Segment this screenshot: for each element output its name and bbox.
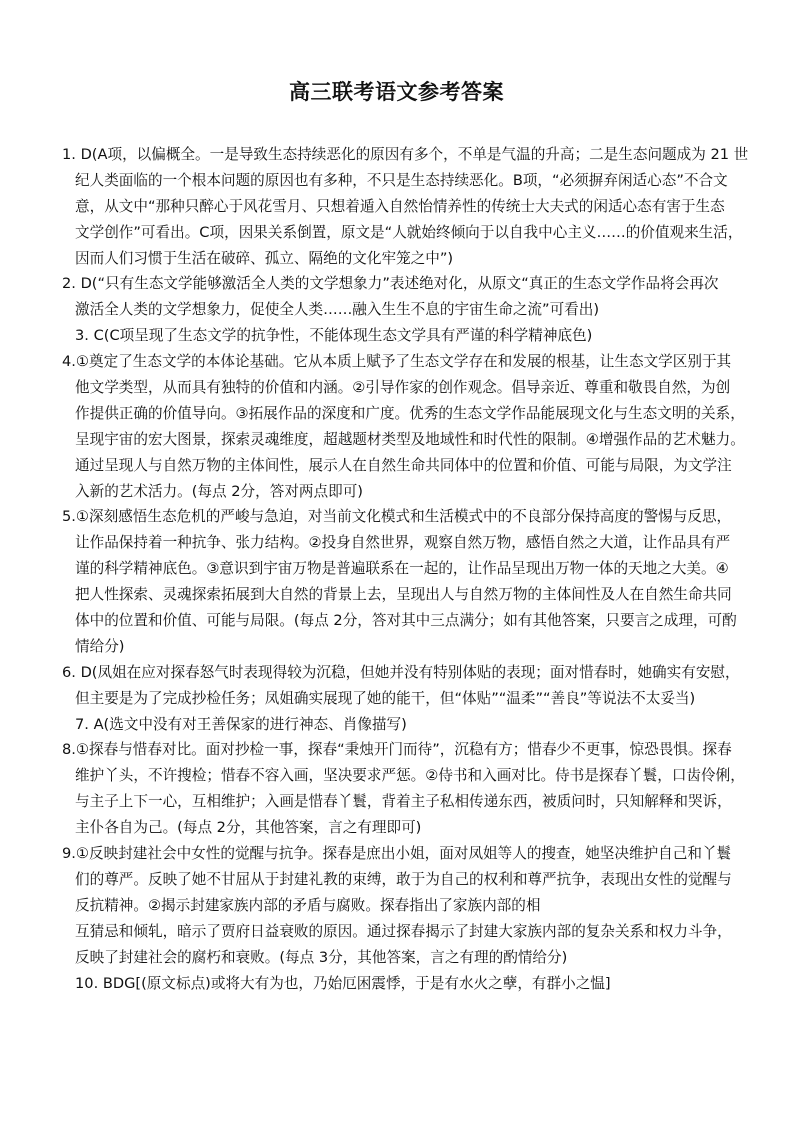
- answer-7-line-1: 7. A(选文中没有对王善保家的进行神态、肖像描写): [75, 715, 407, 733]
- answer-5-line-3: 谨的科学精神底色。③意识到宇宙万物是普遍联系在一起的，让作品呈现出万物一体的天地之大美。④: [75, 560, 729, 578]
- answer-9-line-5: 反映了封建社会的腐朽和衰败。(每点 3分，其他答案，言之有理的酌情给分): [75, 948, 568, 966]
- answer-2-line-2: 激活全人类的文学想象力，促使全人类……融入生生不息的宇宙生命之流”可看出): [75, 301, 600, 319]
- answer-5-line-5: 体中的位置和价值、可能与局限。(每点 2分，答对其中三点满分；如有其他答案，只要言之成理，可酌: [75, 612, 737, 630]
- answer-4-line-4: 呈现宇宙的宏大图景，探索灵魂维度，超越题材类型及地域性和时代性的限制。④增强作品的艺术魅力。: [75, 430, 745, 448]
- answer-1: [62, 142, 749, 271]
- answer-6-line-1: 6. D(凤姐在应对探春怒气时表现得较为沉稳，但她并没有特别体贴的表现；面对惜春时，她确实有安慰，: [62, 663, 740, 681]
- answer-6: [62, 660, 742, 712]
- answer-4-line-3: 作提供正确的价值导向。③拓展作品的深度和广度。优秀的生态文学作品能展现文化与生态文明的关系，: [75, 404, 745, 422]
- answer-1-line-5: 因而人们习惯于生活在破碎、孤立、隔绝的文化牢笼之中”): [75, 249, 454, 267]
- answer-8-line-2: 维护丫头，不许搜检；惜春不容入画，坚决要求严惩。②侍书和入画对比。侍书是探春丫鬟，口齿伶俐，: [75, 767, 745, 785]
- answer-8-line-1: 8.①探春与惜春对比。面对抄检一事，探春“秉烛开门而待”，沉稳有方；惜春少不更事，惊恐畏惧。探春: [62, 741, 732, 759]
- answer-9-line-4: 互猜忌和倾轧，暗示了贾府日益衰败的原因。通过探春揭示了封建大家族内部的复杂关系和权力斗争，: [75, 922, 732, 940]
- answer-5-line-4: 把人性探索、灵魂探索拓展到大自然的背景上去，呈现出人与自然万物的主体间性及人在自然生命共同: [75, 586, 732, 604]
- answer-5-line-1: 5.①深刻感悟生态危机的严峻与急迫，对当前文化模式和生活模式中的不良部分保持高度的警惕与反思，: [62, 508, 732, 526]
- answer-4-line-6: 入新的艺术活力。(每点 2分，答对两点即可): [75, 482, 364, 500]
- answer-1-line-3: 意，从文中“那种只醉心于风花雪月、只想着遁入自然怡情养性的传统士大夫式的闲适心态有害于生态: [75, 197, 725, 215]
- answer-9: [62, 841, 742, 970]
- page-title: 高三联考语文参考答案: [289, 79, 504, 104]
- answer-9-line-1: 9.①反映封建社会中女性的觉醒与抗争。探春是庶出小姐，面对凤姐等人的搜查，她坚决维护自己和丫鬟: [62, 845, 732, 863]
- answer-10-line-1: 10. BDG[(原文标点)或将大有为也，乃始厄困震悸，于是有水火之孽，有群小之愠]: [75, 974, 611, 992]
- answer-5-line-6: 情给分): [75, 637, 125, 655]
- answer-4-line-1: 4.①奠定了生态文学的本体论基础。它从本质上赋予了生态文学存在和发展的根基，让生态文学区别于其: [62, 353, 732, 371]
- answer-9-line-2: 们的尊严。反映了她不甘屈从于封建礼教的束缚，敢于为自己的权利和尊严抗争，表现出女性的觉醒与: [75, 870, 732, 888]
- answer-4-line-2: 他文学类型，从而具有独特的价值和内涵。②引导作家的创作观念。倡导亲近、尊重和敬畏自然，为创: [75, 379, 731, 397]
- answer-3-line-1: 3. C(C项呈现了生态文学的抗争性，不能体现生态文学具有严谨的科学精神底色): [75, 327, 593, 345]
- answer-2: [62, 271, 742, 323]
- answer-6-line-2: 但主要是为了完成抄检任务；凤姐确实展现了她的能干，但“体贴”“温柔”“善良”等说法不太妥当): [75, 689, 696, 707]
- answer-8-line-3: 与主子上下一心，互相维护；入画是惜春丫鬟，背着主子私相传递东西，被质问时，只知解释和哭诉，: [75, 793, 732, 811]
- answer-2-line-1: 2. D(“只有生态文学能够激活全人类的文学想象力”表述绝对化，从原文“真正的生态文学作品将会再次: [62, 275, 719, 293]
- answer-3: [62, 323, 742, 349]
- answer-8: [62, 737, 745, 841]
- answer-7: [62, 712, 742, 738]
- answer-4: [62, 349, 745, 504]
- answer-1-line-1: 1. D(A项，以偏概全。一是导致生态持续恶化的原因有多个，不单是气温的升高；二是生态问题成为 21 世: [62, 146, 749, 163]
- answer-5: [62, 504, 742, 659]
- answer-10: [62, 971, 742, 997]
- answer-5-line-2: 让作品保持着一种抗争、张力结构。②投身自然世界，观察自然万物，感悟自然之大道，让作品具有严: [75, 534, 731, 552]
- answer-1-line-4: 文学创作”可看出。C项，因果关系倒置，原文是“人就始终倾向于以自我中心主义……的价值观来生活，: [75, 223, 743, 241]
- answer-9-line-3: 反抗精神。②揭示封建家族内部的矛盾与腐败。探春指出了家族内部的相: [75, 896, 541, 914]
- answer-1-line-2: 纪人类面临的一个根本问题的原因也有多种，不只是生态持续恶化。B项，“必须摒弃闲适心态”不合文: [75, 171, 728, 189]
- answer-4-line-5: 通过呈现人与自然万物的主体间性，展示人在自然生命共同体中的位置和价值、可能与局限，为文学注: [75, 456, 732, 474]
- answer-list: [62, 142, 749, 996]
- answer-8-line-4: 主仆各自为己。(每点 2分，其他答案，言之有理即可): [75, 819, 422, 837]
